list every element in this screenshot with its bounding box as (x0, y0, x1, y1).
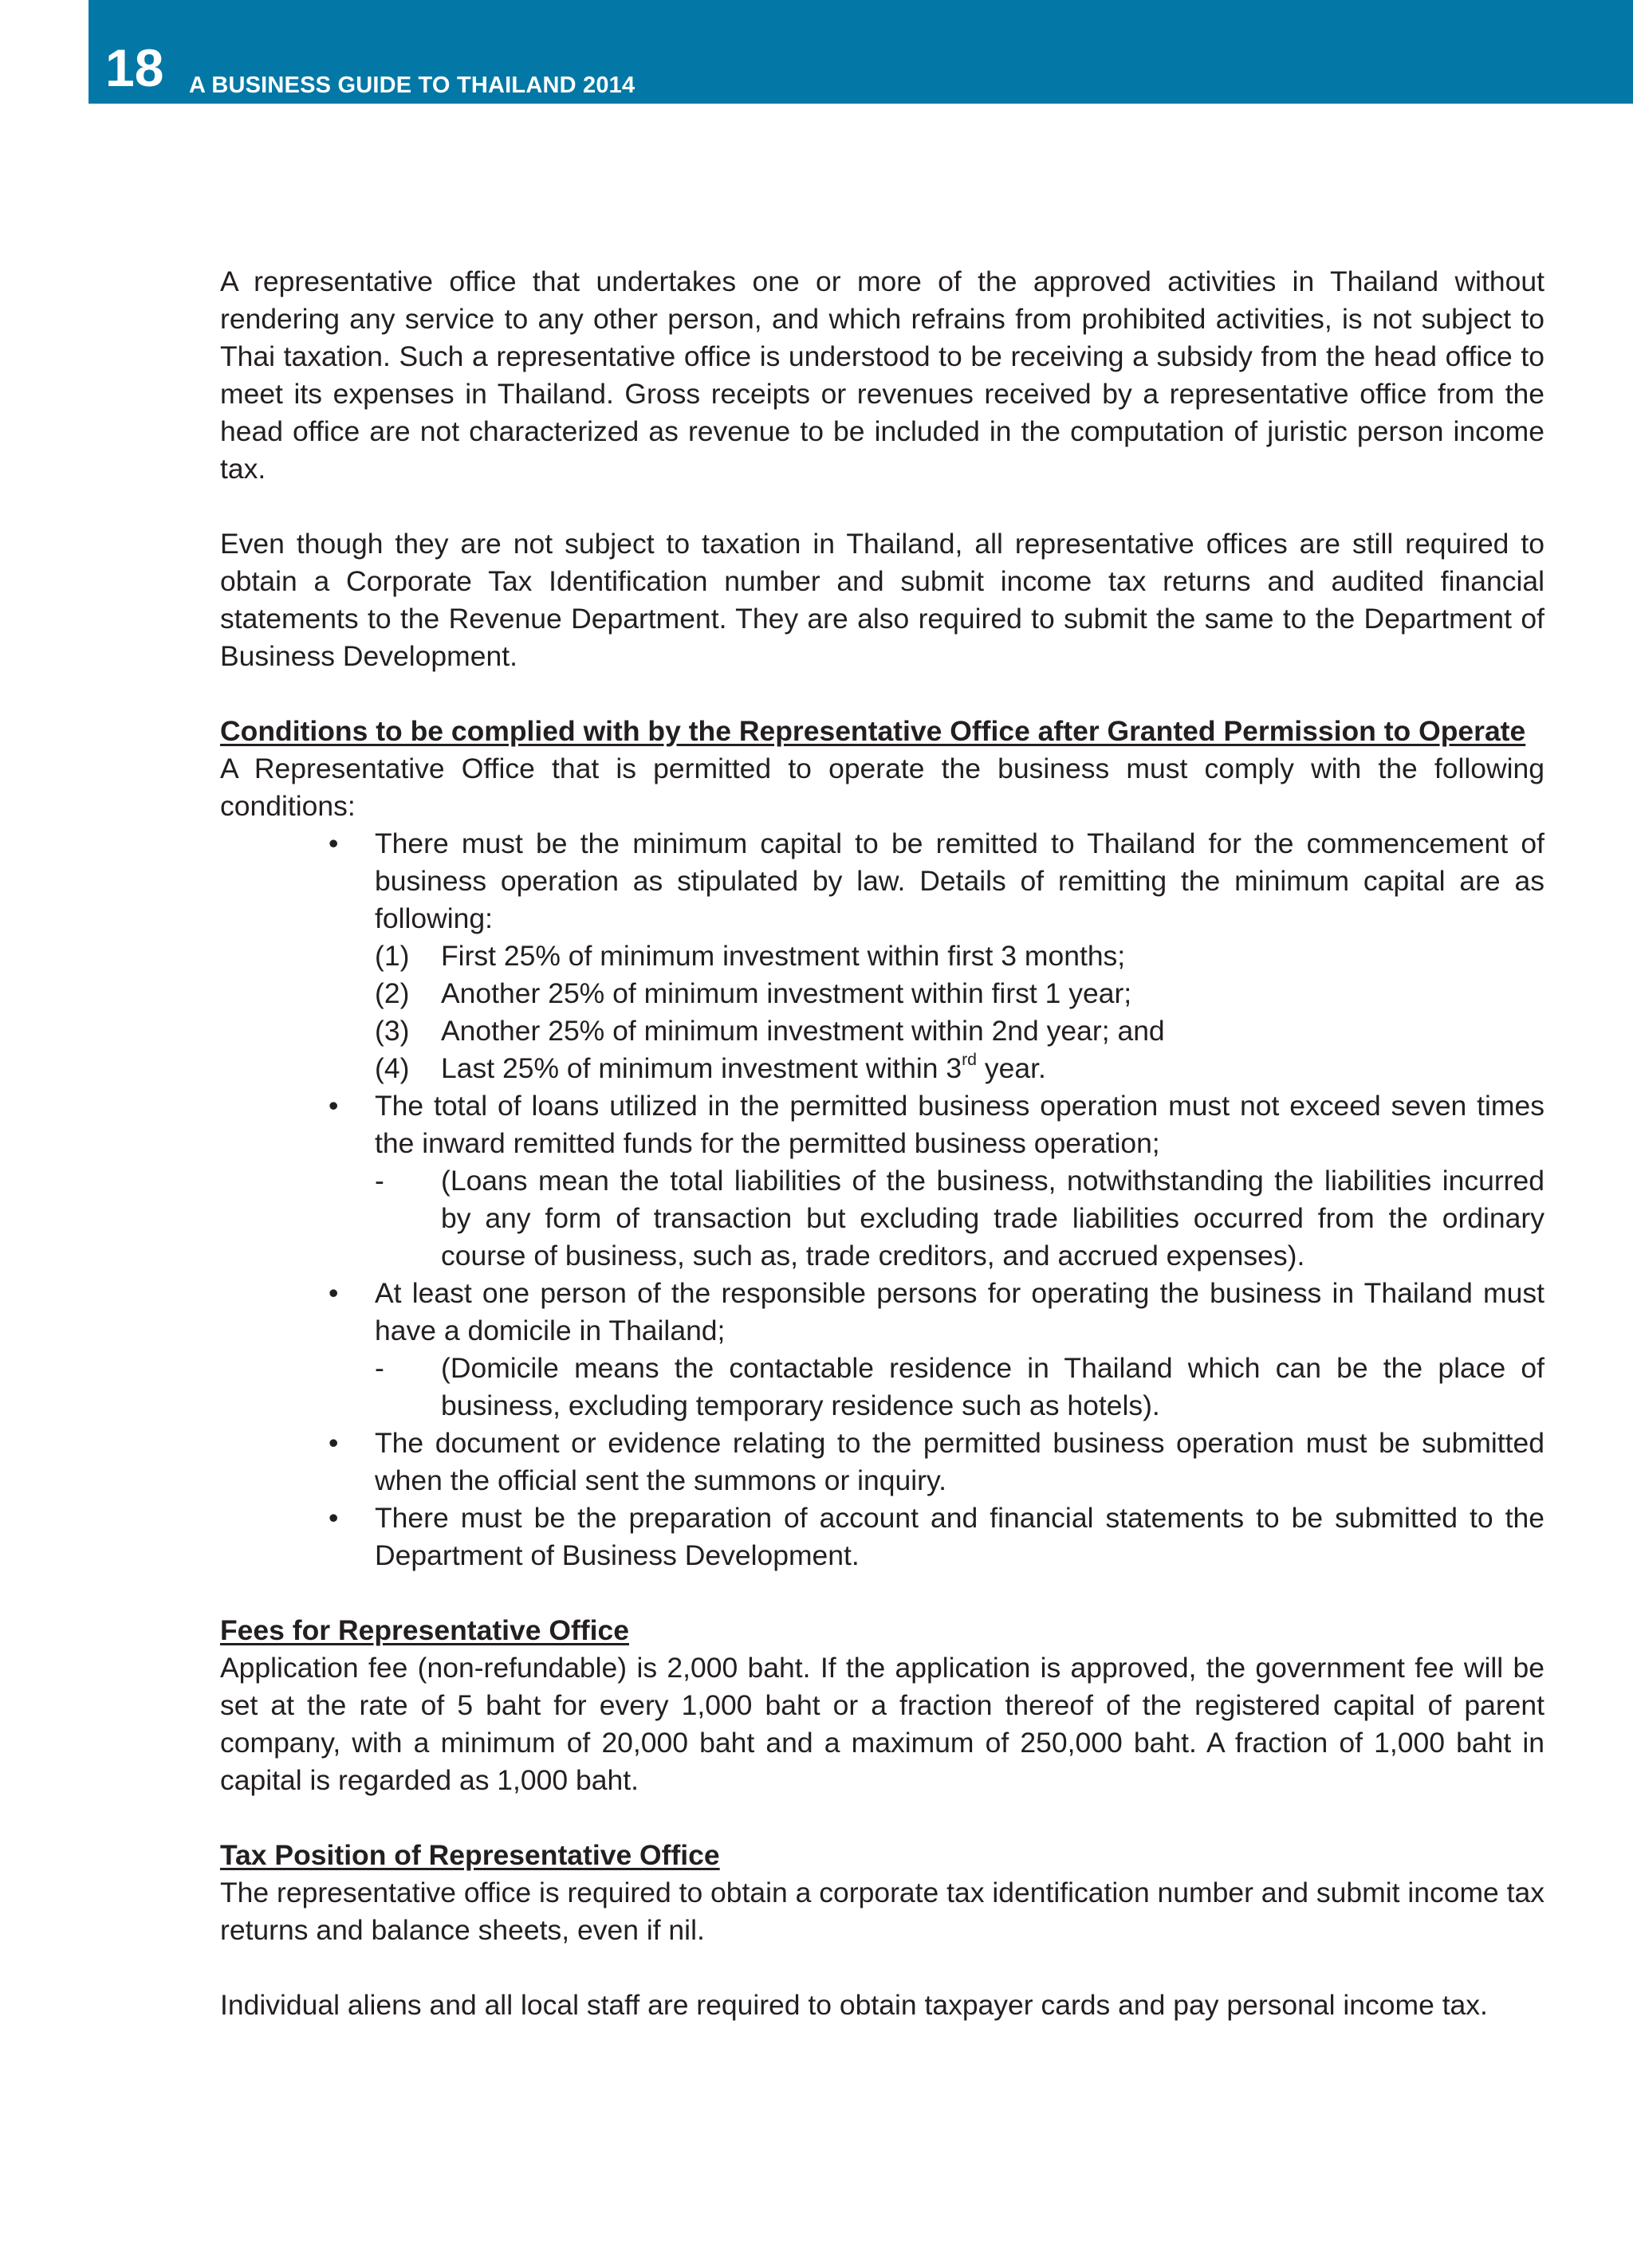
bullet-icon: • (329, 1427, 339, 1459)
step-text: Another 25% of minimum investment within first 1 year; (441, 977, 1132, 1009)
intro-paragraph: Even though they are not subject to taxation in Thailand, all representative offices are still required to obtain a Corporate Tax Identification number and submit income tax returns and audited financial statements to the Revenue Department. They are also required to submit the same to the Department of Business Development. (220, 528, 1544, 672)
section-heading-conditions: Conditions to be complied with by the Representative Office after Granted Permission to Operate (220, 715, 1526, 747)
condition-item (220, 1087, 1544, 1275)
condition-note (375, 1162, 1544, 1275)
condition-text: The total of loans utilized in the permitted business operation must not exceed seven times the inward remitted funds for the permitted business operation; (375, 1090, 1544, 1159)
condition-text: There must be the preparation of account and financial statements to be submitted to the Department of Business Development. (375, 1502, 1544, 1571)
note-text: (Loans mean the total liabilities of the business, notwithstanding the liabilities incurred by any form of transaction but excluding trade liabilities occurred from the ordinary course of business, such as, trade creditors, and accrued expenses). (441, 1165, 1544, 1272)
paragraph-gap (220, 488, 1544, 525)
closing-paragraph: Individual aliens and all local staff are required to obtain taxpayer cards and pay personal income tax. (220, 1989, 1488, 2021)
page-body (220, 263, 1544, 2024)
paragraph-gap (220, 1799, 1544, 1837)
condition-text: The document or evidence relating to the permitted business operation must be submitted when the official sent the summons or inquiry. (375, 1427, 1544, 1496)
fees-paragraph: Application fee (non-refundable) is 2,000 baht. If the application is approved, the government fee will be set at the rate of 5 baht for every 1,000 baht or a fraction thereof of the registered capital of parent company, with a minimum of 20,000 baht and a maximum of 250,000 baht. A fraction of 1,000 baht in capital is regarded as 1,000 baht. (220, 1652, 1544, 1796)
page-number: 18 (105, 38, 164, 97)
step-text-part: year. (977, 1052, 1046, 1084)
tax-position-paragraph: The representative office is required to obtain a corporate tax identification number and submit income tax returns and balance sheets, even if nil. (220, 1877, 1544, 1946)
bullet-icon: • (329, 827, 339, 859)
ordinal-superscript: rd (962, 1050, 978, 1070)
step-number: (3) (375, 1015, 410, 1047)
note-text: (Domicile means the contactable residence in Thailand which can be the place of business, excluding temporary residence such as hotels). (441, 1352, 1544, 1421)
step-text: Another 25% of minimum investment within 2nd year; and (441, 1015, 1165, 1047)
condition-item (220, 1275, 1544, 1425)
bullet-icon: • (329, 1277, 339, 1309)
bullet-icon: • (329, 1502, 339, 1534)
capital-step (375, 975, 1544, 1012)
capital-step (375, 1050, 1544, 1087)
bullet-icon: • (329, 1090, 339, 1122)
condition-item (220, 1500, 1544, 1574)
capital-step (375, 1012, 1544, 1050)
paragraph-gap (220, 1574, 1544, 1612)
condition-note (375, 1350, 1544, 1425)
capital-step (375, 937, 1544, 975)
condition-item (220, 1425, 1544, 1500)
dash-icon: - (375, 1165, 384, 1197)
section-heading-fees: Fees for Representative Office (220, 1614, 629, 1646)
intro-paragraph: A representative office that undertakes one or more of the approved activities in Thailand without rendering any service to any other person, and which refrains from prohibited activities, is not subject to Thai taxation. Such a representative office is understood to be receiving a subsidy from the head office to meet its expenses in Thailand. Gross receipts or revenues received by a representative office from the head office are not characterized as revenue to be included in the computation of juristic person income tax. (220, 265, 1544, 485)
paragraph-gap (220, 675, 1544, 713)
step-text: First 25% of minimum investment within first 3 months; (441, 940, 1126, 972)
step-number: (4) (375, 1052, 410, 1084)
step-text (441, 1052, 1046, 1084)
step-text-part: Last 25% of minimum investment within 3 (441, 1052, 962, 1084)
step-number: (1) (375, 940, 410, 972)
paragraph-gap (220, 1949, 1544, 1987)
conditions-list (220, 825, 1544, 1574)
conditions-lead: A Representative Office that is permitted to operate the business must comply with the following conditions: (220, 753, 1544, 822)
condition-text: At least one person of the responsible persons for operating the business in Thailand must have a domicile in Thailand; (375, 1277, 1544, 1346)
condition-text: There must be the minimum capital to be remitted to Thailand for the commencement of business operation as stipulated by law. Details of remitting the minimum capital are as following: (375, 827, 1544, 934)
condition-item (220, 825, 1544, 1087)
running-title: A BUSINESS GUIDE TO THAILAND 2014 (189, 73, 635, 98)
section-heading-tax-position: Tax Position of Representative Office (220, 1839, 720, 1871)
step-number: (2) (375, 977, 410, 1009)
dash-icon: - (375, 1352, 384, 1384)
